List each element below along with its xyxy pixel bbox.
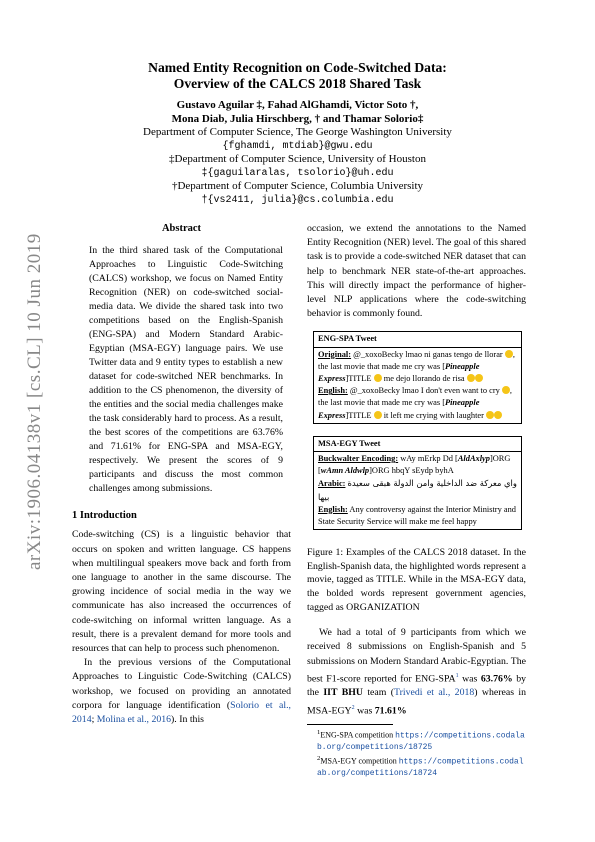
section-heading-introduction: 1 Introduction: [72, 510, 137, 522]
paper-title: [0, 60, 595, 92]
footnotes: [307, 724, 526, 779]
arabic-text: واي معركة ضد الداخلية وامن الدولة هبقى سعيدة بيها: [318, 478, 517, 502]
eng-spa-tweet-body: Original: @_xoxoBecky lmao ni ganas tengo de llorar , the last movie that made me cry was [Pineapple Express]TITLE me dejo llorando de risa English: @_xoxoBecky lmao I don't even want to cry , the last movie that made me cry was [Pineapple Express]TITLE it left me crying with laughter: [318, 349, 515, 420]
msa-egy-tweet-header: MSA-EGY Tweet: [314, 437, 521, 452]
email-gwu: {fghamdi, mtdiab}@gwu.edu: [222, 140, 373, 152]
title-line-2: Overview of the CALCS 2018 Shared Task: [173, 76, 422, 91]
emoji-icon: [505, 350, 513, 358]
emoji-icon: [475, 374, 483, 382]
footnote-1: $^1$ENG-SPA competition https://competitions.codalab.org/competitions/18725: [317, 729, 525, 753]
eng-spa-tweet-box: [313, 331, 522, 423]
authors-line-1: Gustavo Aguilar ‡, Fahad AlGhamdi, Victor Soto †,: [176, 99, 419, 111]
affiliation-columbia: †Department of Computer Science, Columbia University: [171, 180, 424, 192]
abstract-text: In the third shared task of the Computational Approaches to Linguistic Code-Switching (CALCS) workshop, we focus on Named Entity Recognition (NER) on code-switched social-media data. We divide the shared task into two competitions based on the English-Spanish (ENG-SPA) and Modern Standard Arabic-Egyptian (MSA-EGY) language pairs. We use Twitter data and 9 entity types to establish a new dataset for code-switched NER benchmarks. In addition to the CS phenomenon, the diversity of the entities and the social media challenges make the task considerably hard to process. As a result, the best scores of the competitions are 63.76% and 71.61% for ENG-SPA and MSA-EGY, respectively. We present the scores of 9 participants and discuss the most common challenges among submissions.: [89, 245, 283, 495]
emoji-icon: [467, 374, 475, 382]
emoji-icon: [494, 411, 502, 419]
citation-solorio-2014[interactable]: Solorio et al., 2014: [72, 699, 291, 726]
affiliation-gwu: Department of Computer Science, The George Washington University: [143, 126, 452, 138]
citation-trivedi-2018[interactable]: Trivedi et al., 2018: [394, 687, 475, 699]
footnote-2: $^2$MSA-EGY competition https://competitions.codalab.org/competitions/18724: [317, 754, 524, 778]
emoji-icon: [374, 374, 382, 382]
intro-paragraph-1: Code-switching (CS) is a linguistic behavior that occurs on spoken and written language. CS happens when multilingual speakers move back and forth from one language to another in the same discourse. The growing incidence of social media in the way we communicate has also increased the occurrences of code-switching on informal written language. As a result, there is a prevalent demand for more tools and resources that can help to process such phenomenon.: [72, 529, 291, 655]
emoji-icon: [502, 386, 510, 394]
msa-egy-tweet-box: [313, 436, 522, 530]
footnote-ref-2[interactable]: 2: [351, 704, 355, 711]
abstract-heading: Abstract: [161, 223, 202, 234]
arxiv-stamp: arXiv:1906.04138v1 [cs.CL] 10 Jun 2019: [24, 233, 45, 570]
left-column: [72, 222, 291, 727]
results-paragraph: We had a total of 9 participants from which we received 8 submissions on English-Spanish and 5 submissions on Modern Standard Arabic-Egyptian. The best F1-score reported for ENG-SPA$^1$ was 63.76% by the IIT BHU team (Trivedi et al., 2018) whereas in MSA-EGY$^2$ was 71.61%: [307, 627, 527, 716]
intro-paragraph-2: In the previous versions of the Computational Approaches to Linguistic Code-Switching (CALCS) workshop, we focused on providing an annotated corpora for language identification (Solorio et al., 2014; Molina et al., 2016). In this: [72, 657, 291, 726]
affiliation-uh: ‡Department of Computer Science, University of Houston: [169, 153, 426, 165]
emoji-icon: [486, 411, 494, 419]
citation-molina-2016[interactable]: Molina et al., 2016: [96, 714, 172, 726]
footnote-2-link[interactable]: https://competitions.codalab.org/competitions/18724: [317, 757, 524, 778]
author-block: [0, 99, 595, 207]
email-uh: ‡{gaguilaralas, tsolorio}@uh.edu: [201, 167, 394, 179]
email-columbia: †{vs2411, julia}@cs.columbia.edu: [201, 194, 394, 206]
figure-1-caption: Figure 1: Examples of the CALCS 2018 dataset. In the English-Spanish data, the highlighted words represent a movie, tagged as TITLE. While in the MSA-EGY data, the bolded words represent government agencies, tagged as ORGANIZATION: [307, 547, 526, 613]
title-line-1: Named Entity Recognition on Code-Switched Data:: [148, 60, 447, 75]
msa-egy-tweet-body: Buckwalter Encoding: wAy mErkp Dd [AldAxlyp]ORG [wAmn Aldwlp]ORG hbqY sEydp byhA Arabic: واي معركة ضد الداخلية وامن الدولة هبقى سعيدة بيها English: Any controversy against the Interior Ministry and State Security Service will make me feel happy: [318, 454, 517, 527]
right-paragraph-continued: occasion, we extend the annotations to the Named Entity Recognition (NER) level. The goal of this shared task is to provide a code-switched NER dataset that can help to benchmark NER state-of-the-art approaches. This will directly impact the performance of higher-level NLP applications where the code-switching behavior is commonly found.: [307, 223, 526, 320]
eng-spa-tweet-header: ENG-SPA Tweet: [314, 332, 521, 347]
authors-line-2: Mona Diab, Julia Hirschberg, † and Thamar Solorio‡: [171, 112, 424, 125]
footnote-1-link[interactable]: https://competitions.codalab.org/competitions/18725: [317, 731, 525, 753]
right-column: [307, 222, 526, 718]
footnote-divider: [307, 724, 393, 725]
footnote-ref-1[interactable]: 1: [455, 672, 459, 679]
emoji-icon: [374, 411, 382, 419]
